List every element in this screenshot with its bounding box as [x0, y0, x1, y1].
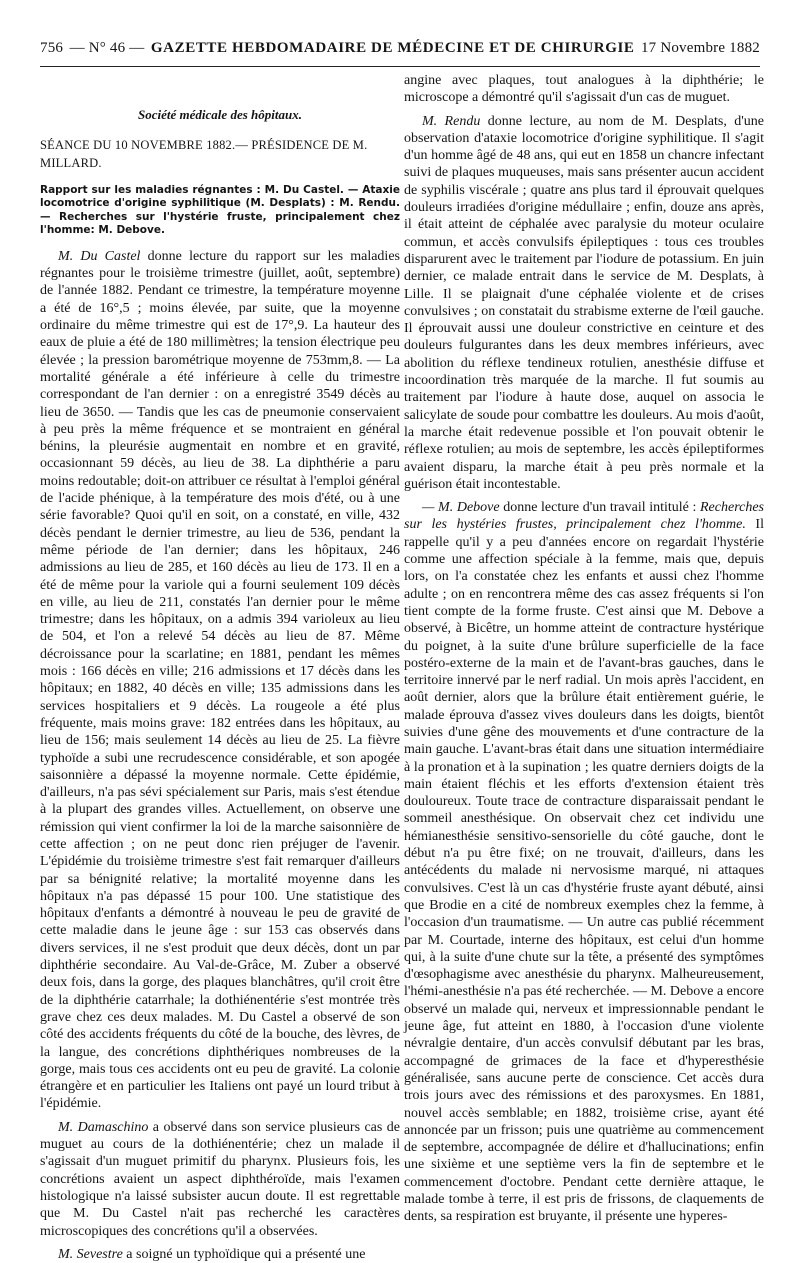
header-rule: [40, 66, 760, 67]
paragraph-du-castel: [40, 248, 400, 1113]
speaker-name: M. Rendu: [422, 113, 481, 129]
journal-title: GAZETTE HEBDOMADAIRE DE MÉDECINE ET DE CHIRURGIE: [150, 40, 635, 56]
paragraph-text: a soigné un typhoïdique qui a présenté une: [122, 1246, 366, 1262]
issue-number: — N° 46 —: [69, 40, 145, 56]
session-summary: Rapport sur les maladies régnantes : M. Du Castel. — Ataxie locomotrice d'origine syphilitique (M. Desplats) : M. Rendu. — Recherches sur l'hystérie fruste, principalement chez l'homme: M. Debove.: [40, 183, 400, 237]
issue-date: 17 Novembre 1882: [640, 40, 760, 56]
paragraph-text: Il rappelle qu'il y a peu d'années encore on regardait l'hystérie comme une affection spéciale à la femme, mais que, depuis lors, on l'a constatée chez les enfants et aussi chez l'homme adulte ; on en rencontrera même des cas assez fréquents si l'on tient compte de la forme fruste. C'est ainsi que M. Debove a observé, à Bicêtre, un homme atteint de contracture hystérique du poignet, à la suite d'une brûlure superficielle de la face postéro-externe de la main et de l'avant-bras gauches, dans le territoire innervé par le nerf radial. Un mois après l'accident, en août dernier, alors que la brûlure était entièrement guérie, le malade éprouva d'assez vives douleurs dans les doigts, bientôt suivies d'une gêne des mouvements et d'une contracture de la main gauche. L'avant-bras était dans une situation intermédiaire à la pronation et à la supination ; les quatre derniers doigts de la main étaient fléchis et les efforts d'extension étaient très douloureux. Toute trace de contracture disparaissait pendant le sommeil anesthésique. On observait chez cet individu une hémianesthésie sensitivo-sensorielle du côté gauche, dont le début n'a pu être fixé; on ne trouvait, d'ailleurs, dans les antécédents du malade ni nervosisme marqué, ni attaques convulsives. C'est là un cas d'hystérie fruste ayant débuté, ainsi que Brodie en a cité de nombreux exemples chez la femme, à l'occasion d'un traumatisme. — Un autre cas publié récemment par M. Courtade, interne des hôpitaux, est celui d'un homme qui, à la suite d'une chute sur la tête, a présenté des symptômes d'œsophagisme avec anesthésie du pharynx. Malheureusement, l'hémi-anesthésie n'a pas été recherchée. — M. Debove a encore observé un malade qui, nerveux et impressionnable pendant le jeune âge, fut atteint en 1880, à l'occasion d'une violente névralgie dentaire, d'un accès convulsif débutant par les bras, accompagné de grimaces de la face et d'hyperesthésie généralisée, sans aucune perte de conscience. Cet accès dura trois jours avec des rémissions et des paroxysmes. En 1881, nouvel accès semblable; en 1882, troisième crise, ayant été annoncée par un frisson; puis une quatrième au commencement de septembre, accompagnée de délire et d'hallucinations; enfin une sixième et une septième vers la fin de septembre et le commencement d'octobre. Pendant cette dernière attaque, le malade tombe à terre, il est pris de frissons, de claquements de dents, sa respiration est bruyante, il présente une hyperes-: [404, 517, 764, 1225]
paragraph-rendu: [404, 113, 764, 494]
speaker-name: M. Du Castel: [58, 248, 141, 264]
page-header: [40, 40, 760, 64]
speaker-name: M. Sevestre: [58, 1246, 123, 1262]
paragraph-lead: donne lecture d'un travail intitulé :: [499, 500, 700, 516]
section-title: Société médicale des hôpitaux.: [138, 107, 302, 122]
seance-line: SÉANCE DU 10 NOVEMBRE 1882.— PRÉSIDENCE DE M. MILLARD.: [40, 138, 368, 170]
paragraph-text: donne lecture, au nom de M. Desplats, d'une observation d'ataxie locomotrice d'origine syphilitique. Il s'agit d'un homme âgé de 48 ans, qui eut en 1858 un chancre infectant suivi de plaques muqueuses, mais sans présenter aucun accident de syphilis viscérale ; quatre ans plus tard il éprouvait quelques douleurs irradiées d'origine médullaire ; enfin, douze ans après, il était atteint de céphalée avec paralysie du moteur oculaire commun, et accès convulsifs épileptiques : tous ces troubles disparurent avec le traitement par l'iodure de potassium. En juin dernier, ce malade entrait dans le service de M. Desplats, à Lille. Il se plaignait d'une céphalée violente et de crises convulsives ; on constatait du strabisme externe de l'œil gauche. Il éprouvait aussi une douleur constrictive en ceinture et des douleurs fulgurantes dans les deux membres inférieurs, avec abolition du réflexe tendineux rotulien, anesthésie diffuse et incoordination très marquée de la marche. Il fut soumis au traitement par l'iodure à haute dose, auquel on associa le salicylate de soude pour combattre les douleurs. Au mois d'août, la marche était redevenue possible et l'on pouvait obtenir le réflexe rotulien; au mois de septembre, les accès épileptiformes avaient disparu, la marche était à peu près normale et la guérison était incontestable.: [404, 113, 764, 492]
paragraph-debove: [404, 499, 764, 1225]
left-column: [40, 72, 400, 1262]
right-column: [404, 72, 764, 1225]
paragraph-sevestre: [40, 1246, 400, 1263]
paragraph-damaschino: [40, 1119, 400, 1240]
paragraph-text: a observé dans son service plusieurs cas de muguet au cours de la dothiénentérie; chez un malade il s'agissait d'un muguet primitif du pharynx. Plusieurs fois, les concrétions avaient un aspect diphthéroïde, mais l'examen histologique n'a laissé subsister aucun doute. Il est regrettable que M. Du Castel n'ait pas recherché les caractères microscopiques des concrétions qu'il a observées.: [40, 1119, 400, 1239]
paragraph-continued: angine avec plaques, tout analogues à la diphthérie; le microscope a démontré qu'il s'agissait d'un cas de muguet.: [404, 73, 764, 106]
speaker-name: — M. Debove: [422, 500, 500, 516]
paragraph-text: donne lecture du rapport sur les maladies régnantes pour le troisième trimestre (juillet, août, septembre) de l'année 1882. Pendant ce trimestre, la température moyenne a été de 16°,5 ; moins élevée, par suite, que la moyenne ordinaire du même trimestre qui est de 17°,9. La hauteur des eaux de pluie a été de 180 millimètres; la tension électrique peu élevée ; la pression barométrique moyenne de 753mm,8. — La mortalité générale a été inférieure à celle du trimestre correspondant de l'an dernier : on a enregistré 3549 décès au lieu de 3650. — Tandis que les cas de pneumonie conservaient à peu près la même fréquence et se montraient en général bénins, la pleurésie augmentait en nombre et en gravité, occasionnant 59 décès, au lieu de 38. La diphthérie a paru moins redoutable; doit-on attribuer ce résultat à l'emploi général de l'acide phénique, à la température des mois d'été, ou à une série favorable? Quoi qu'il en soit, on a constaté, en ville, 432 décès pendant le dernier trimestre, au lieu de 536, pendant la même période de l'an dernier; dans les hôpitaux, 246 admissions au lieu de 285, et 160 décès au lieu de 173. Il en a été de même pour la variole qui a fourni seulement 109 décès en ville, au lieu de 211, constatés l'an dernier pour le même trimestre; dans les hôpitaux, on a admis 394 varioleux au lieu de 504, et l'on a relevé 54 décès au lieu de 87. Même décroissance pour la scarlatine; en 1881, pendant les mêmes mois : 166 décès en ville; 216 admissions et 17 décès dans les hôpitaux; en 1882, 40 décès en ville; 135 admissions dans les services hospitaliers et 9 décès. La rougeole a été plus fréquente, mais moins grave: 182 entrées dans les hôpitaux, au lieu de 156; mais seulement 14 décès au lieu de 25. La fièvre typhoïde a subi une recrudescence considérable, et son apogée saisonnière a dépassé la moyenne normale. Cette épidémie, d'ailleurs, n'a pas sévi spécialement sur Paris, mais s'est étendue à la plupart des grandes villes. Actuellement, on observe une rémission qui vient confirmer la loi de la marche saisonnière de cette affection ; on ne peut donc rien préjuger de l'avenir. L'épidémie du troisième trimestre s'est fait remarquer d'ailleurs par sa bénignité relative; la mortalité moyenne dans les hôpitaux n'a pas dépassé 15 pour 100. Une statistique des hôpitaux d'enfants a démontré à nouveau le peu de gravité de cette maladie dans le jeune âge : sur 153 cas observés dans divers services, il ne s'est produit que deux décès, dont un par diphthérie secondaire. Au Val-de-Grâce, M. Zuber a observé deux fois, dans la gorge, des plaques blanchâtres, qu'il croit être de la diphthérie catarrhale; la dothiénentérie s'est montrée très grave chez ces deux malades. M. Du Castel a observé de son côté des accidents fréquents du côté de la bouche, des lèvres, de la langue, des concrétions diphthériques nombreuses de la gorge, mais tous ces accidents ont eu peu de gravité. La colonie étrangère et en particulier les Italiens ont payé un lourd tribut à l'épidémie.: [40, 248, 400, 1112]
work-title: Recherches sur les hystéries frustes, principalement chez l'homme.: [404, 500, 764, 533]
page-number: 756: [40, 40, 64, 56]
speaker-name: M. Damaschino: [58, 1119, 149, 1135]
